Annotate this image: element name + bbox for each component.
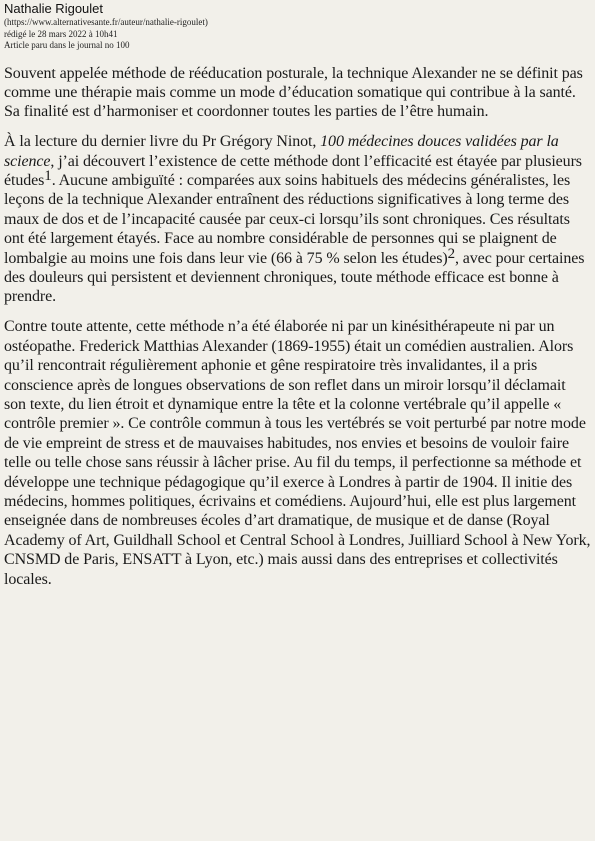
- publication-date: rédigé le 28 mars 2022 à 10h41: [4, 28, 118, 39]
- article-header: [4, 0, 591, 52]
- footnote-ref-2[interactable]: 2: [447, 245, 455, 262]
- paragraph-intro: Souvent appelée méthode de rééducation posturale, la technique Alexander ne se définit pas comme une thérapie mais comme un mode d’éducation somatique qui contribue à la santé. Sa finalité est d’harmoniser et coordonner toutes les parties de l’être humain.: [4, 64, 583, 121]
- author-name: Nathalie Rigoulet: [4, 1, 104, 16]
- footnote-ref-1[interactable]: 1: [44, 168, 52, 185]
- article-body: [4, 64, 591, 590]
- text-segment: . Aucune ambiguïté : comparées aux soins habituels des médecins généralistes, les leçons de la technique Alexander entraînent des réductions significatives à long terme des maux de dos et de l’incapacité causée par ceux-ci lorsqu’ils sont chroniques. Ces résultats ont été largement étayés. Face au nombre considérable de personnes qui se plaignent de lombalgie au moins une fois dans leur vie (66 à 75 % selon les études): [4, 172, 571, 267]
- book-title: 100 médecines douces validées par la science: [4, 133, 559, 170]
- paragraph-studies: [4, 132, 591, 307]
- paragraph-history: Contre toute attente, cette méthode n’a été élaborée ni par un kinésithérapeute ni par un ostéopathe. Frederick Matthias Alexander (1869-1955) était un comédien australien. Alors qu’il rencontrait régulièrement aphonie et gêne respiratoire très invalidantes, il a pris conscience après de longues observations de son reflet dans un miroir lorsqu’il déclamait son texte, du lien étroit et dynamique entre la tête et la colonne vertébrale qu’il appelle « contrôle premier ». Ce contrôle commun à tous les vertébrés se voit perturbé par notre mode de vie empreint de stress et de mauvaises habitudes, nos envies et besoins de vouloir faire telle ou telle chose sans réussir à lâcher prise. Au fil du temps, il perfectionne sa méthode et développe une technique pédagogique qu’il exerce à Londres à partir de 1904. Il initie des médecins, hommes politiques, écrivains et comédiens. Aujourd’hui, elle est plus largement enseignée dans de nombreuses écoles d’art dramatique, de musique et de danse (Royal Academy of Art, Guildhall School et Central School à Londres, Juilliard School à New York, CNSMD de Paris, ENSATT à Lyon, etc.) mais aussi dans des entreprises et collectivités locales.: [4, 318, 591, 588]
- journal-issue: Article paru dans le journal no 100: [4, 40, 130, 50]
- text-segment: À la lecture du dernier livre du Pr Grégory Ninot,: [4, 133, 321, 151]
- text-segment: , j’ai découvert l’existence de cette méthode dont l’efficacité est étayée par plusieurs études: [4, 152, 582, 190]
- text-segment: , avec pour certaines des douleurs qui persistent et deviennent chroniques, toute méthode efficace est bonne à prendre.: [4, 249, 585, 306]
- author-url[interactable]: (https://www.alternativesante.fr/auteur/nathalie-rigoulet): [4, 17, 208, 27]
